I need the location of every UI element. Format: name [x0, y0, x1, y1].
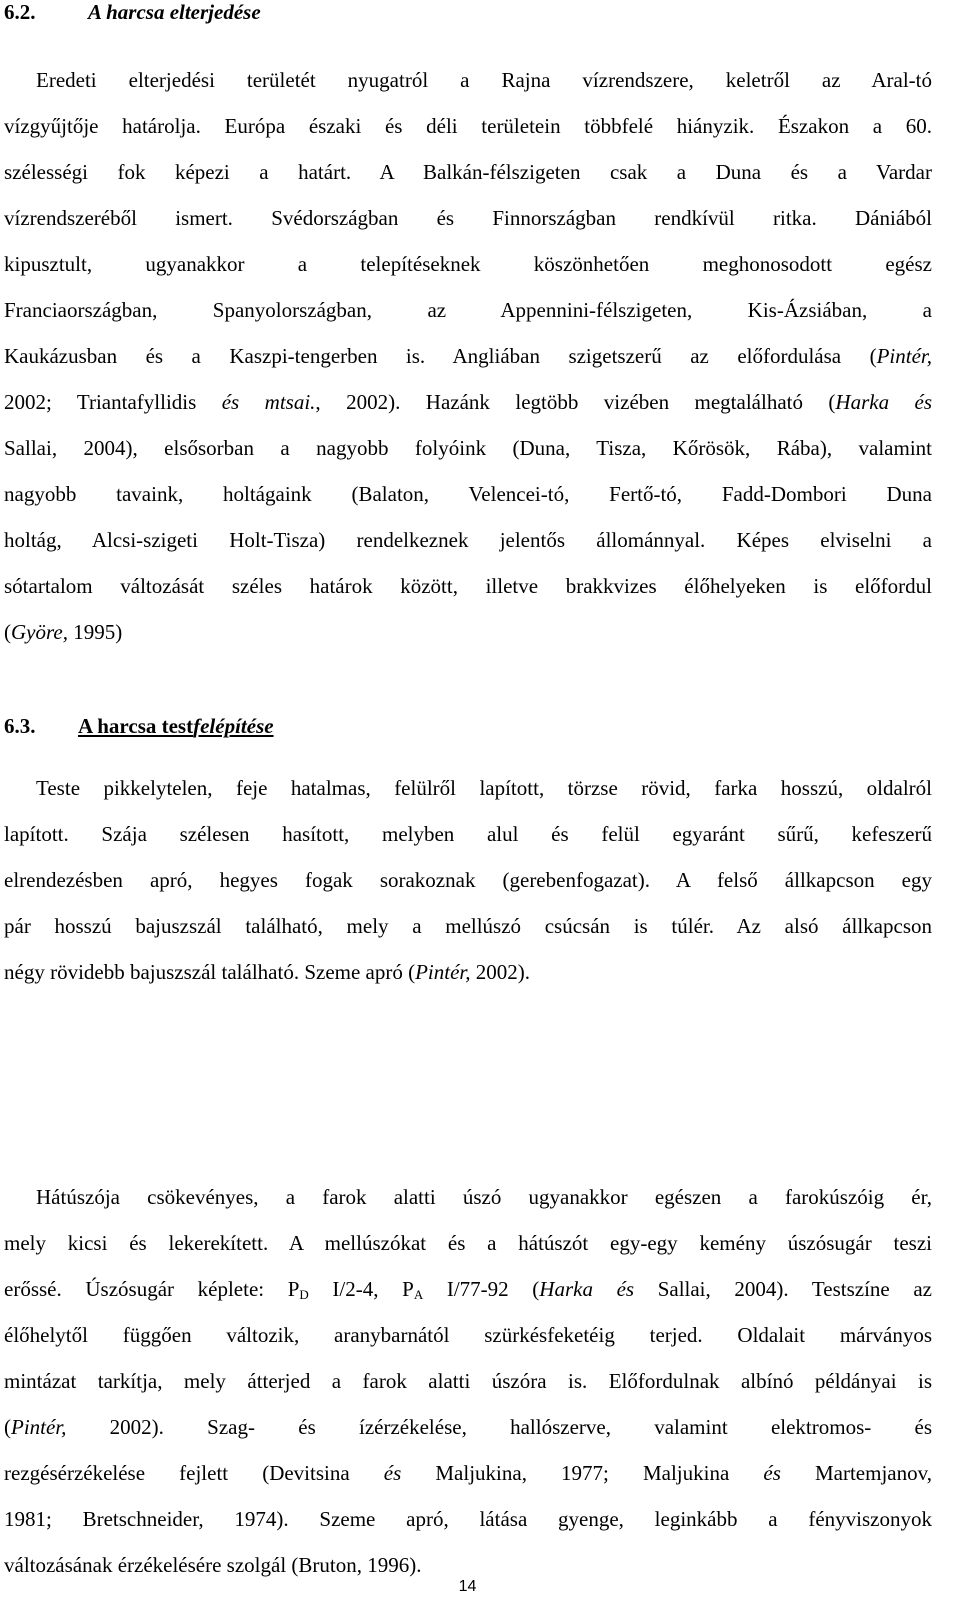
- text-line: 1981; Bretschneider, 1974). Szeme apró, látása gyenge, leginkább a fényviszonyok: [4, 1507, 932, 1531]
- text-line: rezgésérzékelése fejlett (Devitsina és Maljukina, 1977; Maljukina és Martemjanov,: [4, 1461, 932, 1485]
- text-line: pár hosszú bajuszszál található, mely a mellúszó csúcsán is túlér. Az alsó állkapcson: [4, 914, 932, 938]
- text-line: nagyobb tavaink, holtágaink (Balaton, Velencei-tó, Fertő-tó, Fadd-Dombori Duna: [4, 482, 932, 506]
- text-line: (Pintér, 2002). Szag- és ízérzékelése, hallószerve, valamint elektromos- és: [4, 1415, 932, 1439]
- text-line: élőhelytől függően változik, aranybarnától szürkésfeketéig terjed. Oldalait márványos: [4, 1323, 932, 1347]
- text-line: lapított. Szája szélesen hasított, melyben alul és felül egyaránt sűrű, kefeszerű: [4, 822, 932, 846]
- text-line: vízrendszeréből ismert. Svédországban és Finnországban rendkívül ritka. Dániából: [4, 206, 932, 230]
- section-heading-6-2: [4, 2, 261, 23]
- paragraph-body-shape: [4, 765, 932, 995]
- section-title: A harcsa testfelépítése: [78, 714, 274, 738]
- text-line: Eredeti elterjedési területét nyugatról a Rajna vízrendszere, keletről az Aral-tó: [36, 68, 932, 92]
- section-number: 6.2.: [4, 0, 36, 24]
- text-line: Franciaországban, Spanyolországban, az Appennini-félszigeten, Kis-Ázsiában, a: [4, 298, 932, 322]
- text-line: mely kicsi és lekerekített. A mellúszókat és a hátúszót egy-egy kemény úszósugár teszi: [4, 1231, 932, 1255]
- page-number: 14: [458, 1578, 477, 1595]
- text-line: négy rövidebb bajuszszál található. Szeme apró (Pintér, 2002).: [4, 960, 531, 984]
- text-line: Hátúszója csökevényes, a farok alatti úszó ugyanakkor egészen a farokúszóig ér,: [36, 1185, 932, 1209]
- paragraph-fins-and-senses: [4, 1174, 932, 1588]
- section-title: A harcsa elterjedése: [88, 0, 261, 24]
- text-line: kipusztult, ugyanakkor a telepítéseknek köszönhetően meghonosodott egész: [4, 252, 932, 276]
- paragraph-distribution: [4, 57, 932, 655]
- text-line: elrendezésben apró, hegyes fogak sorakoznak (gerebenfogazat). A felső állkapcson egy: [4, 868, 932, 892]
- text-line: vízgyűjtője határolja. Európa északi és déli területein többfelé hiányzik. Északon a 60.: [4, 114, 932, 138]
- text-line: sótartalom változását széles határok között, illetve brakkvizes élőhelyeken is előfordul: [4, 574, 932, 598]
- section-number: 6.3.: [4, 714, 36, 738]
- text-line: szélességi fok képezi a határt. A Balkán-félszigeten csak a Duna és a Vardar: [4, 160, 932, 184]
- text-line: 2002; Triantafyllidis és mtsai., 2002). Hazánk legtöbb vizében megtalálható (Harka és: [4, 390, 932, 414]
- text-line: erőssé. Úszósugár képlete: $P_D$ I/2-4, $P_A$ I/77-92 (Harka és Sallai, 2004). Testszíne az: [4, 1277, 932, 1302]
- text-line: Teste pikkelytelen, feje hatalmas, felülről lapított, törzse rövid, farka hosszú, oldalról: [36, 776, 932, 800]
- text-line: (Györe, 1995): [4, 620, 123, 644]
- section-heading-6-3: [4, 716, 274, 737]
- text-line: Sallai, 2004), elsősorban a nagyobb folyóink (Duna, Tisza, Kőrösök, Rába), valamint: [4, 436, 932, 460]
- text-line: holtág, Alcsi-szigeti Holt-Tisza) rendelkeznek jelentős állománnyal. Képes elviselni a: [4, 528, 932, 552]
- text-line: Kaukázusban és a Kaszpi-tengerben is. Angliában szigetszerű az előfordulása (Pintér,: [4, 344, 932, 368]
- text-line: változásának érzékelésére szolgál (Bruton, 1996).: [4, 1553, 422, 1577]
- text-line: mintázat tarkítja, mely átterjed a farok alatti úszóra is. Előfordulnak albínó példányai is: [4, 1369, 932, 1393]
